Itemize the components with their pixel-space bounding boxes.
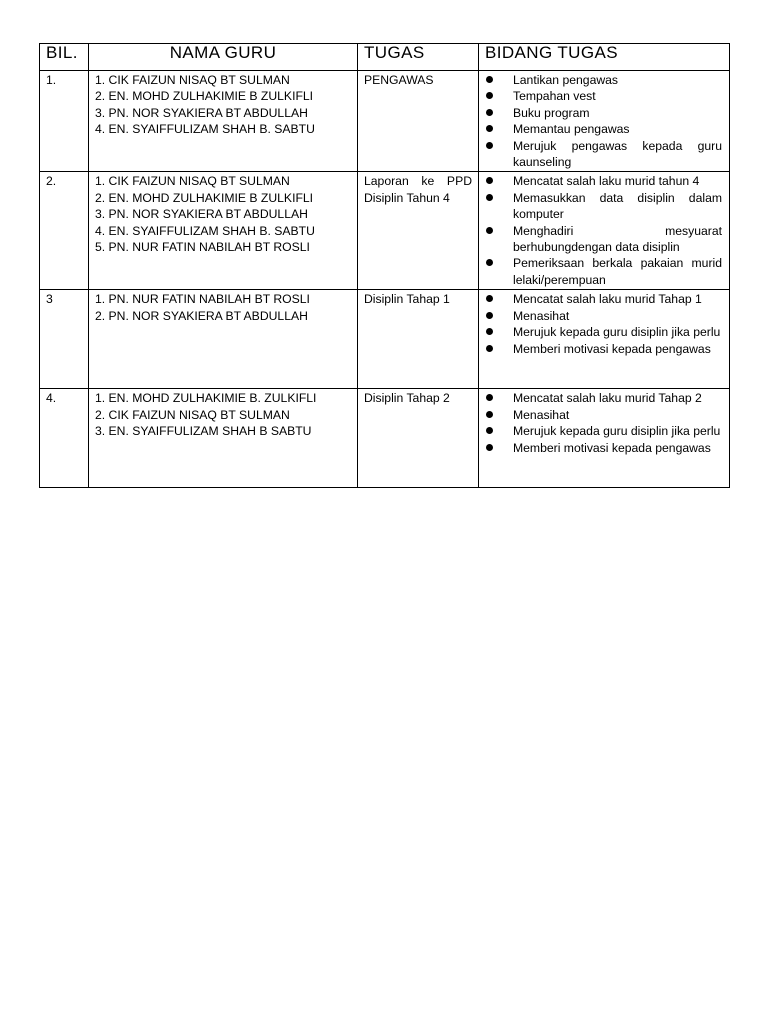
duty-item (485, 423, 723, 439)
bullet-icon (486, 177, 493, 184)
duty-areas (479, 389, 730, 488)
bullet-icon (486, 444, 493, 451)
bullet-icon (486, 194, 493, 201)
duty-text: Mencatat salah laku murid Tahap 2 (513, 391, 702, 406)
bullet-icon (486, 227, 493, 234)
row-number: 1. (40, 71, 89, 172)
teacher-names (89, 71, 358, 172)
header-bidang-tugas: BIDANG TUGAS (479, 44, 730, 71)
bullet-icon (486, 295, 493, 302)
duty-item (485, 121, 723, 137)
teacher-name: 4. EN. SYAIFFULIZAM SHAH B. SABTU (95, 223, 315, 238)
duty-item (485, 308, 723, 324)
table-row (40, 71, 730, 172)
duty-item (485, 291, 723, 307)
teacher-name: 3. PN. NOR SYAKIERA BT ABDULLAH (95, 207, 308, 222)
duty-text: Menasihat (513, 308, 570, 323)
teacher-name: 5. PN. NUR FATIN NABILAH BT ROSLI (95, 240, 310, 255)
duty-text: Merujuk pengawas kepada guru kaunseling (513, 138, 722, 170)
duty-item (485, 88, 723, 104)
teacher-name: 3. PN. NOR SYAKIERA BT ABDULLAH (95, 105, 308, 120)
bullet-icon (486, 411, 493, 418)
teacher-name: 1. PN. NUR FATIN NABILAH BT ROSLI (95, 292, 310, 307)
table-row (40, 172, 730, 290)
duty-text: Memberi motivasi kepada pengawas (513, 341, 711, 356)
row-number: 2. (40, 172, 89, 290)
duty-text: Merujuk kepada guru disiplin jika perlu (513, 424, 721, 439)
task: Disiplin Tahap 2 (358, 389, 479, 488)
duty-text: Buku program (513, 105, 590, 120)
duty-areas (479, 172, 730, 290)
table-row (40, 389, 730, 488)
row-number: 4. (40, 389, 89, 488)
duty-item (485, 390, 723, 406)
header-nama-guru: NAMA GURU (89, 44, 358, 71)
duty-text: Mencatat salah laku murid Tahap 1 (513, 292, 702, 307)
duty-text: Menasihat (513, 407, 570, 422)
duty-item (485, 223, 723, 256)
bullet-icon (486, 427, 493, 434)
task: PENGAWAS (358, 71, 479, 172)
duty-item (485, 324, 723, 340)
row-number: 3 (40, 290, 89, 389)
bullet-icon (486, 125, 493, 132)
header-tugas: TUGAS (358, 44, 479, 71)
bullet-icon (486, 76, 493, 83)
duty-item (485, 407, 723, 423)
teacher-name: 1. EN. MOHD ZULHAKIMIE B. ZULKIFLI (95, 391, 317, 406)
duty-text: Pemeriksaan berkala pakaian murid lelaki/perempuan (513, 256, 722, 287)
duty-assignment-table (39, 43, 730, 488)
header-row (40, 44, 730, 71)
duty-text: Merujuk kepada guru disiplin jika perlu (513, 325, 721, 340)
teacher-name: 4. EN. SYAIFFULIZAM SHAH B. SABTU (95, 122, 315, 137)
duty-item (485, 341, 723, 357)
task: Laporan ke PPD Disiplin Tahun 4 (358, 172, 479, 290)
duty-item (485, 105, 723, 121)
teacher-name: 1. CIK FAIZUN NISAQ BT SULMAN (95, 73, 290, 87)
duty-text: Mencatat salah laku murid tahun 4 (513, 174, 700, 189)
bullet-icon (486, 92, 493, 99)
duty-text: Tempahan vest (513, 89, 596, 104)
duty-item (485, 440, 723, 456)
duty-text: Memasukkan data disiplin dalam komputer (513, 190, 722, 222)
duty-text: Memantau pengawas (513, 122, 630, 137)
duty-item (485, 138, 723, 171)
teacher-name: 2. EN. MOHD ZULHAKIMIE B ZULKIFLI (95, 89, 314, 104)
duty-item (485, 72, 723, 88)
teacher-name: 2. EN. MOHD ZULHAKIMIE B ZULKIFLI (95, 190, 314, 205)
duty-areas (479, 71, 730, 172)
teacher-name: 2. PN. NOR SYAKIERA BT ABDULLAH (95, 308, 308, 323)
teacher-names (89, 389, 358, 488)
teacher-names (89, 172, 358, 290)
teacher-names (89, 290, 358, 389)
table-row (40, 290, 730, 389)
duty-item (485, 255, 723, 288)
bullet-icon (486, 345, 493, 352)
task: Disiplin Tahap 1 (358, 290, 479, 389)
duty-item (485, 173, 723, 189)
teacher-name: 3. EN. SYAIFFULIZAM SHAH B SABTU (95, 424, 312, 439)
bullet-icon (486, 109, 493, 116)
duty-text: Memberi motivasi kepada pengawas (513, 440, 711, 455)
bullet-icon (486, 394, 493, 401)
header-bil: BIL. (40, 44, 89, 71)
bullet-icon (486, 328, 493, 335)
teacher-name: 1. CIK FAIZUN NISAQ BT SULMAN (95, 174, 290, 189)
bullet-icon (486, 312, 493, 319)
duty-item (485, 190, 723, 223)
duty-areas (479, 290, 730, 389)
teacher-name: 2. CIK FAIZUN NISAQ BT SULMAN (95, 407, 290, 422)
bullet-icon (486, 259, 493, 266)
duty-text: Menghadiri mesyuarat berhubungdengan data disiplin (513, 223, 722, 255)
duty-text: Lantikan pengawas (513, 73, 619, 87)
bullet-icon (486, 142, 493, 149)
